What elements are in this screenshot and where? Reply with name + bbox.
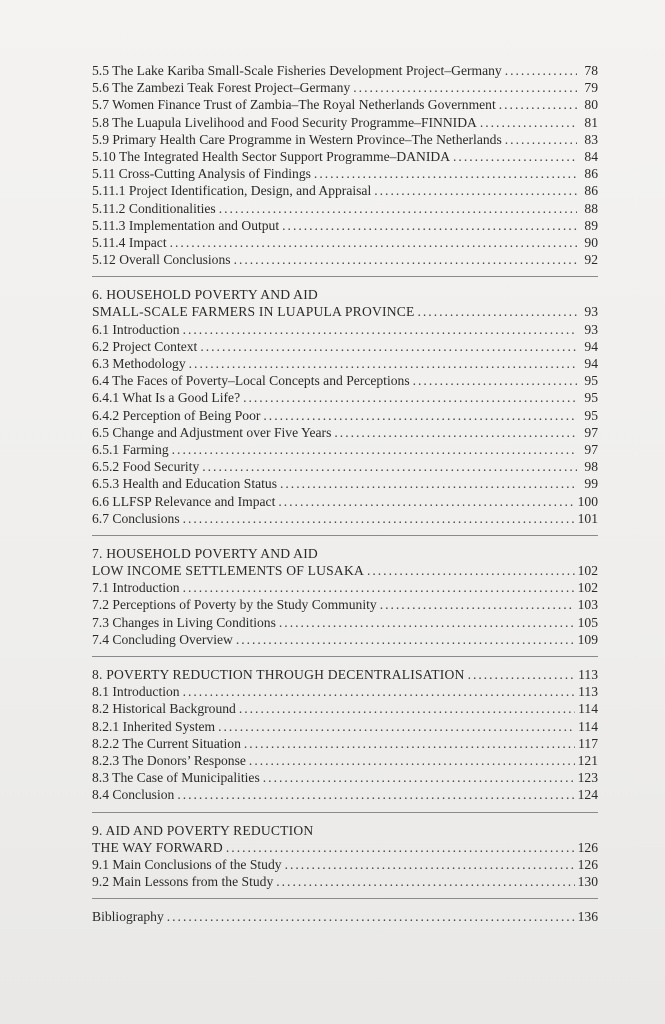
toc-entry: 5.11.3 Implementation and Output ..... 89: [92, 217, 598, 234]
toc-entry: 5.8 The Luapula Livelihood and Food Security Programme–FINNIDA ..... 81: [92, 114, 598, 131]
toc-entry: 9.1 Main Conclusions of the Study ..... 126: [92, 856, 598, 873]
toc-entry: 9.2 Main Lessons from the Study ..... 130: [92, 873, 598, 890]
toc-entry: 7.3 Changes in Living Conditions ..... 105: [92, 614, 598, 631]
toc-entry: 6.4.1 What Is a Good Life? ..... 95: [92, 389, 598, 406]
toc-entry: 6.5 Change and Adjustment over Five Years ..... 97: [92, 424, 598, 441]
toc-entry: 5.6 The Zambezi Teak Forest Project–Germany ..... 79: [92, 79, 598, 96]
section-divider: [92, 898, 598, 899]
section-7: [92, 545, 598, 648]
toc-entry: 7.1 Introduction ..... 102: [92, 579, 598, 596]
section-6: [92, 286, 598, 527]
toc-entry: 6.5.3 Health and Education Status ..... 99: [92, 475, 598, 492]
toc-entry: 5.12 Overall Conclusions ..... 92: [92, 251, 598, 268]
toc-entry: 6.2 Project Context ..... 94: [92, 338, 598, 355]
toc-entry: 8.2 Historical Background ..... 114: [92, 700, 598, 717]
toc-entry: 8.2.2 The Current Situation ..... 117: [92, 735, 598, 752]
section-5-entries: [92, 62, 598, 268]
section-subheading: SMALL-SCALE FARMERS IN LUAPULA PROVINCE ..... 93: [92, 303, 598, 320]
section-8: [92, 666, 598, 804]
toc-entry: 7.2 Perceptions of Poverty by the Study Community ..... 103: [92, 596, 598, 613]
toc-entry: 7.4 Concluding Overview ..... 109: [92, 631, 598, 648]
toc-entry: 5.9 Primary Health Care Programme in Western Province–The Netherlands ..... 83: [92, 131, 598, 148]
section-divider: [92, 812, 598, 813]
section-heading: 6. HOUSEHOLD POVERTY AND AID: [92, 287, 318, 303]
toc-entry: 5.7 Women Finance Trust of Zambia–The Royal Netherlands Government ..... 80: [92, 96, 598, 113]
toc-entry: 8.2.1 Inherited System ..... 114: [92, 718, 598, 735]
toc-entry: 8.3 The Case of Municipalities ..... 123: [92, 769, 598, 786]
table-of-contents: [92, 62, 598, 925]
toc-entry: 8.1 Introduction ..... 113: [92, 683, 598, 700]
section-heading: 8. POVERTY REDUCTION THROUGH DECENTRALISATION ..... 113: [92, 666, 598, 683]
toc-entry: 6.4 The Faces of Poverty–Local Concepts and Perceptions ..... 95: [92, 372, 598, 389]
section-subheading: THE WAY FORWARD ..... 126: [92, 839, 598, 856]
toc-entry: 6.4.2 Perception of Being Poor ..... 95: [92, 407, 598, 424]
toc-entry: 5.11 Cross-Cutting Analysis of Findings ..... 86: [92, 165, 598, 182]
section-heading: 9. AID AND POVERTY REDUCTION: [92, 822, 314, 838]
toc-entry: 6.5.2 Food Security ..... 98: [92, 458, 598, 475]
toc-entry: 8.4 Conclusion ..... 124: [92, 786, 598, 803]
section-9: [92, 822, 598, 891]
section-subheading: LOW INCOME SETTLEMENTS OF LUSAKA ..... 102: [92, 562, 598, 579]
toc-entry: 5.11.4 Impact ..... 90: [92, 234, 598, 251]
section-divider: [92, 656, 598, 657]
toc-entry: 6.1 Introduction ..... 93: [92, 321, 598, 338]
toc-entry: 5.5 The Lake Kariba Small-Scale Fisheries Development Project–Germany ..... 78: [92, 62, 598, 79]
toc-entry: 6.5.1 Farming ..... 97: [92, 441, 598, 458]
toc-entry: 6.7 Conclusions ..... 101: [92, 510, 598, 527]
section-heading: 7. HOUSEHOLD POVERTY AND AID: [92, 545, 318, 561]
toc-entry: 6.3 Methodology ..... 94: [92, 355, 598, 372]
toc-entry: 5.10 The Integrated Health Sector Support Programme–DANIDA ..... 84: [92, 148, 598, 165]
bibliography-entry: Bibliography ..... 136: [92, 908, 598, 925]
section-divider: [92, 276, 598, 277]
toc-entry: 8.2.3 The Donors’ Response ..... 121: [92, 752, 598, 769]
toc-entry: 5.11.1 Project Identification, Design, and Appraisal ..... 86: [92, 182, 598, 199]
section-divider: [92, 535, 598, 536]
toc-entry: 6.6 LLFSP Relevance and Impact ..... 100: [92, 493, 598, 510]
toc-entry: 5.11.2 Conditionalities ..... 88: [92, 200, 598, 217]
